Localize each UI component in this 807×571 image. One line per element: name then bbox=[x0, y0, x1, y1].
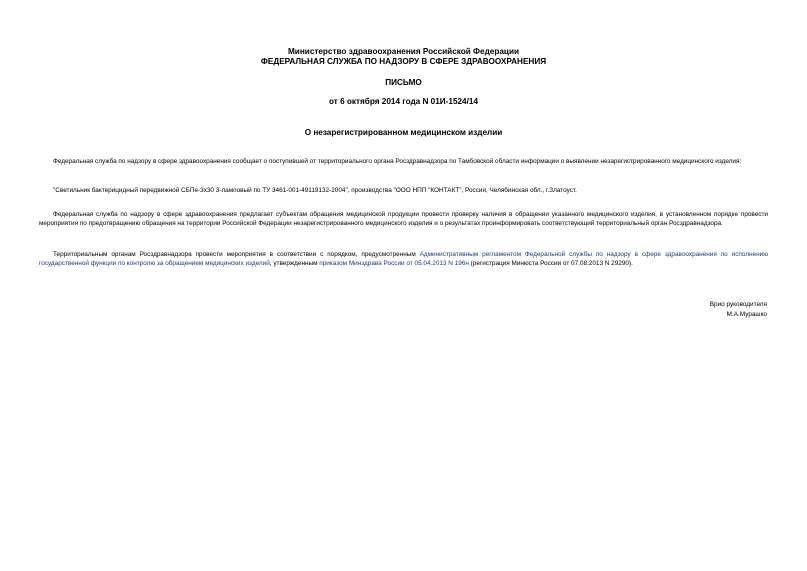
paragraph-4-text-b: , утвержденным bbox=[269, 260, 320, 268]
paragraph-3: Федеральная служба по надзору в сфере здравоохранения предлагает субъектам обращения медицинской продукции провести проверку наличия в обращении указанного медицинского изделия, в установленном порядке провести мероприятия по предотвращению обращения на территории Российской Федерации незарегистрированного медицинского изделия и о результатах проинформировать соответствующий территориальный орган Росздравнадзора. bbox=[39, 211, 768, 228]
paragraph-4-text-c: (регистрация Минюста России от 07.08.2013 N 29290). bbox=[468, 260, 633, 268]
document-date-number: от 6 октября 2014 года N 01И-1524/14 bbox=[328, 97, 478, 106]
document-subject: О незарегистрированном медицинском изделии bbox=[304, 128, 503, 137]
paragraph-4 bbox=[39, 250, 768, 269]
paragraph-4-text-a: Территориальным органам Росздравнадзора провести мероприятия в соответствии с порядком, предусмотренным bbox=[53, 251, 420, 258]
service-name: ФЕДЕРАЛЬНАЯ СЛУЖБА ПО НАДЗОРУ В СФЕРЕ ЗДРАВООХРАНЕНИЯ bbox=[260, 57, 547, 66]
signatory-name: М.А.Мурашко bbox=[726, 311, 767, 318]
signatory-position: Врио руководителя bbox=[709, 301, 767, 308]
regulation-link[interactable]: Административным регламентом Федеральной службы по надзору в сфере здравоохранения по исполнению государственной функции по контролю за обращением медицинских изделий bbox=[39, 251, 768, 268]
paragraph-1: Федеральная служба по надзору в сфере здравоохранения сообщает о поступившей от территориального органа Росздравнадзора по Тамбовской области информации о выявлении незарегистрированного медицинского изделия: bbox=[53, 158, 742, 165]
order-link[interactable]: приказом Минздрава России от 05.04.2013 N 196н bbox=[319, 260, 469, 268]
paragraph-2: "Светильник бактерицидный передвижной СБПе-3х30 3-ламповый по ТУ 3461-001-49119132-2004", производства "ООО НПП "КОНТАКТ", Россия, Челябинская обл., г.Златоуст. bbox=[53, 187, 577, 194]
document-type: ПИСЬМО bbox=[385, 78, 422, 87]
ministry-name: Министерство здравоохранения Российской Федерации bbox=[287, 47, 520, 56]
